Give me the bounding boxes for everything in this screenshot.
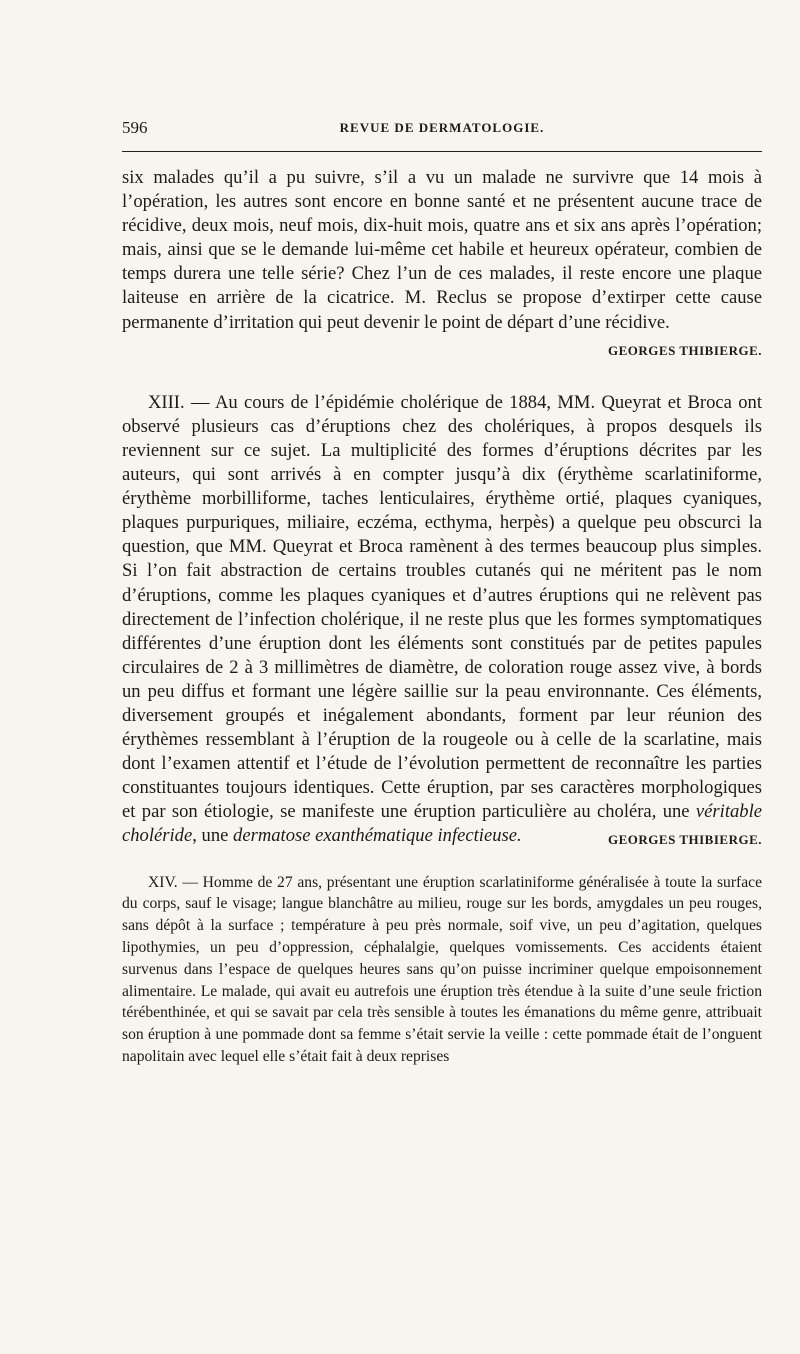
paragraph-1-block xyxy=(122,166,762,363)
paragraph-2-block xyxy=(122,391,762,853)
header-rule xyxy=(122,151,762,152)
paragraph-1 xyxy=(122,166,762,358)
signature: GEORGES THIBIERGE. xyxy=(608,832,762,848)
page-number: 596 xyxy=(122,118,148,137)
signature: GEORGES THIBIERGE. xyxy=(608,342,762,358)
paragraph-1-text: six malades qu’il a pu suivre, s’il a vu un malade ne survivre que 14 mois à l’opération, les autres sont encore en bonne santé et ne présentent aucune trace de récidive, deux mois, neuf mois, dix-huit mois, quatre ans et six ans après l’opération; mais, ainsi que se le demande lui-même cet habile et heureux opérateur, combien de temps durera une telle série? Chez l’un de ces malades, il reste encore une plaque laiteuse en arrière de la cicatrice. M. Reclus se propose d’extirper cette cause permanente d’irritation qui peut devenir le point de départ d’une récidive. xyxy=(122,167,762,333)
paragraph-2 xyxy=(122,391,762,849)
running-title: REVUE DE DERMATOLOGIE. xyxy=(339,120,545,135)
paragraph-3: XIV. — Homme de 27 ans, présentant une éruption scarlatiniforme généralisée à toute la surface du corps, sauf le visage; langue blanchâtre au milieu, rouge sur les bords, amygdales un peu rouges, sans dépôt à la surface ; température à peu près normale, soif vive, un peu d’agitation, quelques lipothymies, un peu d’oppression, céphalalgie, quelques vomissements. Ces accidents étaient survenus dans l’espace de quelques heures sans qu’on puisse incriminer quelque empoisonnement alimentaire. Le malade, qui avait eu autrefois une éruption très étendue à la suite d’une seule friction térébenthinée, et qui se savait par cela très sensible à toutes les émanations du même genre, attribuait son éruption à une pommade dont sa femme s’était servie la veille : cette pommade était de l’onguent napolitain avec lequel elle s’était fait à deux reprises xyxy=(122,873,762,1065)
page-header xyxy=(122,118,762,142)
page-body xyxy=(122,166,762,1068)
paragraph-2-mid: , une xyxy=(192,825,229,847)
spacer xyxy=(122,363,762,391)
paragraph-2-text: XIII. — Au cours de l’épidémie cholérique de 1884, MM. Queyrat et Broca ont observé plusieurs cas d’éruptions chez des cholériques, à propos desquels ils reviennent sur ce sujet. La multiplicité des formes d’éruptions décrites par les auteurs, qui sont arrivés à en compter jusqu’à dix (érythème scarlatiniforme, érythème morbilliforme, taches lenticulaires, érythème ortié, plaques cyaniques, plaques purpuriques, miliaire, eczéma, ecthyma, herpès) a quelque peu obscurci la question, que MM. Queyrat et Broca ramènent à des termes beaucoup plus simples. Si l’on fait abstraction de certains troubles cutanés qui ne méritent pas le nom d’éruptions, comme les plaques cyaniques et d’autres éruptions qui ne relèvent pas directement de l’infection cholérique, il ne reste plus que les formes symptomatiques différentes d’une éruption dont les éléments sont constitués par de petites papules circulaires de 2 à 3 millimètres de diamètre, de coloration rouge assez vive, à bords un peu diffus et formant une légère saillie sur la peau environnante. Ces éléments, diversement groupés et inégalement abondants, forment par leur réunion des érythèmes ressemblant à l’éruption de la rougeole ou à celle de la scarlatine, mais dont l’examen attentif et l’étude de l’évolution permettent de reconnaître les parties constituantes toujours identiques. Cette éruption, par ses caractères morphologiques et par son étiologie, se manifeste une éruption particulière au choléra, une xyxy=(122,391,762,823)
emphasis-text: véritable choléride xyxy=(122,801,762,847)
spacer xyxy=(122,853,762,872)
emphasis-text: dermatose exanthématique infectieuse. xyxy=(233,825,522,847)
